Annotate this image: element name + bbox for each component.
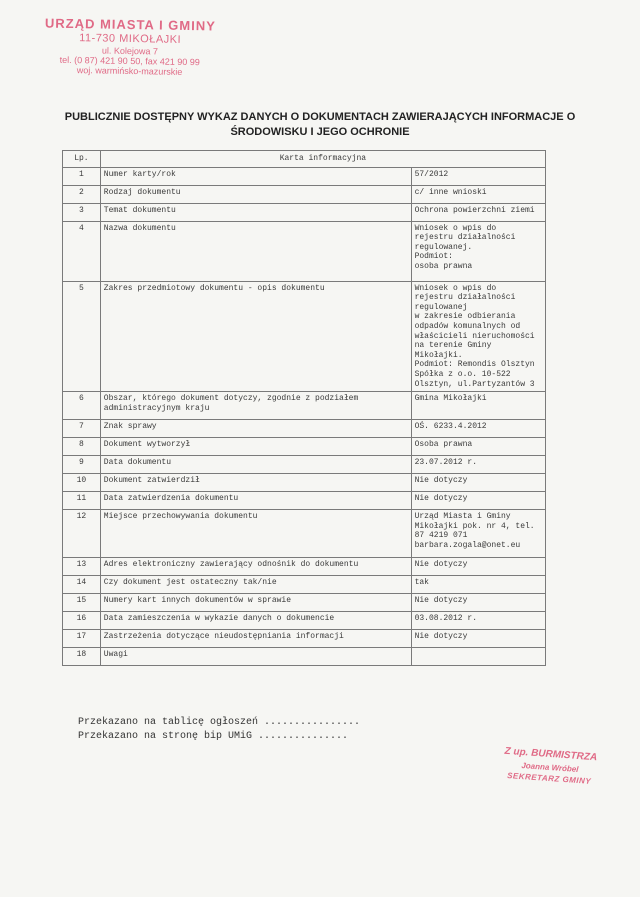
row-label: Uwagi — [100, 648, 411, 666]
header-lp: Lp. — [63, 151, 101, 168]
table-row — [63, 392, 546, 420]
title-line-1: PUBLICZNIE DOSTĘPNY WYKAZ DANYCH O DOKUMENTACH ZAWIERAJĄCYCH INFORMACJE O — [64, 111, 576, 123]
stamp-line-1: URZĄD MIASTA I GMINY — [44, 15, 216, 34]
row-number: 15 — [63, 594, 101, 612]
document-title — [50, 110, 590, 140]
row-value: c/ inne wnioski — [414, 187, 487, 197]
stamp-line-3: ul. Kolejowa 7 — [101, 45, 159, 57]
row-label: Zastrzeżenia dotyczące nieudostępniania informacji — [100, 630, 411, 648]
row-number: 16 — [63, 612, 101, 630]
row-value: Wniosek o wpis do rejestru działalności regulowanej w zakresie odbierania odpadów komunalnych od właścicieli nieruchomości na terenie Gminy Mikołajki. Podmiot: Remondis Olsztyn Spółka z o.o. 10-522 Olsztyn, ul.Partyzantów 3 — [414, 283, 535, 389]
row-value-cell — [411, 492, 545, 510]
row-value: Urząd Miasta i Gminy Mikołajki pok. nr 4, tel. 87 4219 071 barbara.zogala@onet.eu — [414, 512, 535, 550]
table-row — [63, 474, 546, 492]
table-row — [63, 630, 546, 648]
row-label: Zakres przedmiotowy dokumentu - opis dokumentu — [100, 281, 411, 392]
row-value: Nie dotyczy — [414, 560, 468, 570]
row-value-cell — [411, 203, 545, 221]
row-number: 17 — [63, 630, 101, 648]
row-number: 13 — [63, 558, 101, 576]
row-value-cell — [411, 185, 545, 203]
row-number: 6 — [63, 392, 101, 420]
row-value: 03.08.2012 r. — [414, 614, 477, 624]
footer-board-note: Przekazano na tablicę ogłoszeń ................ — [78, 717, 361, 728]
row-value-cell — [411, 474, 545, 492]
information-card-table — [62, 150, 546, 666]
header-card: Karta informacyjna — [100, 151, 545, 168]
table-row — [63, 203, 546, 221]
row-value-cell — [411, 630, 545, 648]
row-value-cell — [411, 438, 545, 456]
row-label: Znak sprawy — [100, 420, 411, 438]
footer-bip-note: Przekazano na stronę bip UMiG ............... — [78, 731, 349, 742]
row-value: tak — [414, 578, 429, 588]
row-value: Osoba prawna — [414, 440, 473, 450]
row-value-cell — [411, 167, 545, 185]
table-row — [63, 576, 546, 594]
row-value: Wniosek o wpis do rejestru działalności regulowanej. Podmiot: osoba prawna — [414, 223, 516, 271]
row-label: Dokument zatwierdził — [100, 474, 411, 492]
row-value-cell — [411, 612, 545, 630]
table-row — [63, 492, 546, 510]
row-label: Temat dokumentu — [100, 203, 411, 221]
row-value: Gmina Mikołajki — [414, 394, 487, 404]
row-label: Miejsce przechowywania dokumentu — [100, 510, 411, 558]
row-number: 7 — [63, 420, 101, 438]
table-row — [63, 185, 546, 203]
row-value-cell — [411, 510, 545, 558]
row-label: Dokument wytworzył — [100, 438, 411, 456]
row-value-cell — [411, 594, 545, 612]
row-label: Data dokumentu — [100, 456, 411, 474]
row-number: 8 — [63, 438, 101, 456]
row-value: Nie dotyczy — [414, 632, 468, 642]
table-row — [63, 438, 546, 456]
table-row — [63, 221, 546, 281]
row-value-cell — [411, 221, 545, 281]
stamp-line-4: tel. (0 87) 421 90 50, fax 421 90 99 — [59, 54, 200, 68]
row-number: 10 — [63, 474, 101, 492]
row-number: 11 — [63, 492, 101, 510]
row-value: OŚ. 6233.4.2012 — [414, 422, 487, 432]
row-value-cell — [411, 648, 545, 666]
table-row — [63, 612, 546, 630]
row-value-cell — [411, 281, 545, 392]
signature-line-3: SEKRETARZ GMINY — [506, 771, 592, 787]
row-value: Nie dotyczy — [414, 596, 468, 606]
row-number: 3 — [63, 203, 101, 221]
row-value: Ochrona powierzchni ziemi — [414, 205, 535, 215]
table-row — [63, 167, 546, 185]
row-label: Rodzaj dokumentu — [100, 185, 411, 203]
signature-stamp — [479, 743, 621, 789]
row-label: Numery kart innych dokumentów w sprawie — [100, 594, 411, 612]
row-value: 57/2012 — [414, 169, 449, 179]
row-number: 4 — [63, 221, 101, 281]
row-number: 12 — [63, 510, 101, 558]
row-label: Czy dokument jest ostateczny tak/nie — [100, 576, 411, 594]
signature-line-2: Joanna Wróbel — [521, 761, 579, 774]
footer-notes — [78, 716, 360, 744]
row-number: 5 — [63, 281, 101, 392]
row-number: 14 — [63, 576, 101, 594]
table-row — [63, 510, 546, 558]
row-number: 1 — [63, 167, 101, 185]
table-row — [63, 594, 546, 612]
row-label: Adres elektroniczny zawierający odnośnik do dokumentu — [100, 558, 411, 576]
row-label: Data zatwierdzenia dokumentu — [100, 492, 411, 510]
office-stamp — [30, 16, 231, 78]
table-row — [63, 648, 546, 666]
row-value-cell — [411, 420, 545, 438]
row-label: Nazwa dokumentu — [100, 221, 411, 281]
row-value-cell — [411, 558, 545, 576]
table-row — [63, 420, 546, 438]
row-label: Data zamieszczenia w wykazie danych o dokumencie — [100, 612, 411, 630]
row-value-cell — [411, 456, 545, 474]
table-row — [63, 456, 546, 474]
row-label: Obszar, którego dokument dotyczy, zgodnie z podziałem administracyjnym kraju — [100, 392, 411, 420]
row-number: 18 — [63, 648, 101, 666]
row-number: 2 — [63, 185, 101, 203]
stamp-line-5: woj. warmińsko-mazurskie — [76, 65, 183, 78]
table-header-row — [63, 151, 546, 168]
row-value-cell — [411, 392, 545, 420]
row-value: Nie dotyczy — [414, 476, 468, 486]
row-label: Numer karty/rok — [100, 167, 411, 185]
table-row — [63, 281, 546, 392]
row-value: Nie dotyczy — [414, 494, 468, 504]
row-value-cell — [411, 576, 545, 594]
table-row — [63, 558, 546, 576]
title-line-2: ŚRODOWISKU I JEGO OCHRONIE — [230, 125, 410, 138]
row-value: 23.07.2012 r. — [414, 458, 477, 468]
stamp-line-2: 11-730 MIKOŁAJKI — [79, 32, 182, 46]
row-number: 9 — [63, 456, 101, 474]
signature-line-1: Z up. BURMISTRZA — [504, 745, 598, 764]
